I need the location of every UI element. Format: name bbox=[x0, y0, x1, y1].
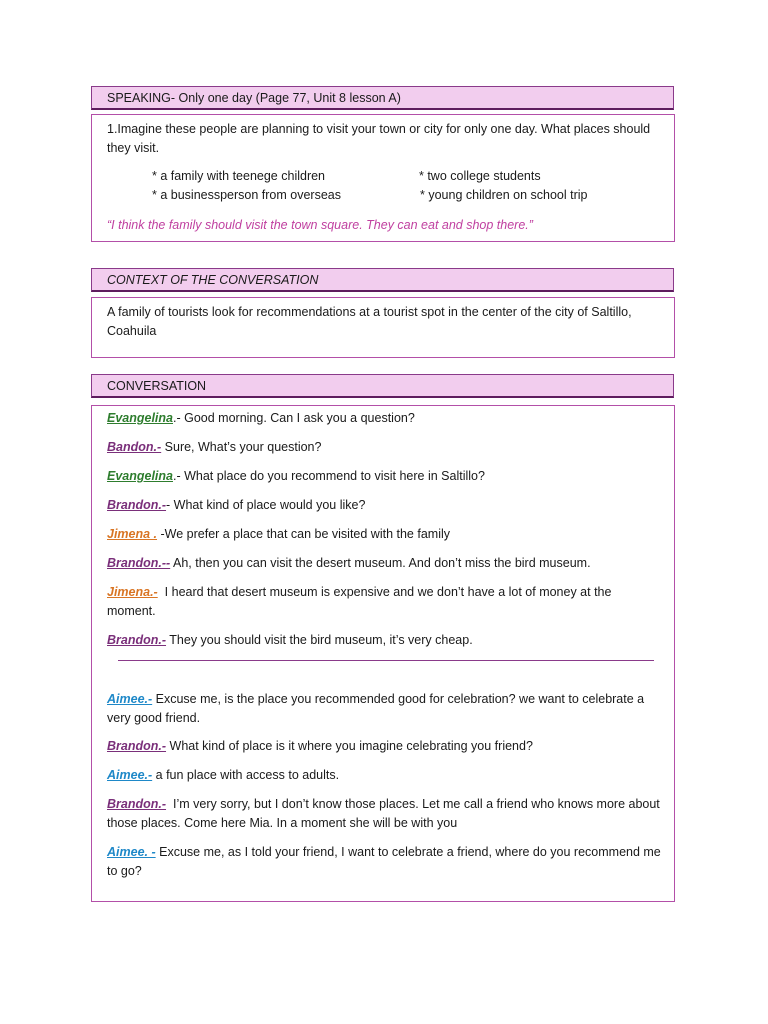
dialogue-text: What kind of place would you like? bbox=[173, 498, 366, 512]
speaker-name: Brandon.- bbox=[107, 739, 167, 753]
dialogue-text: Sure, What’s your question? bbox=[164, 440, 322, 454]
dialogue-text: Good morning. Can I ask you a question? bbox=[184, 411, 415, 425]
speaking-header: SPEAKING- Only one day (Page 77, Unit 8 lesson A) bbox=[91, 86, 674, 110]
dialogue-line bbox=[107, 583, 662, 621]
speaker-name: Jimena.- bbox=[107, 585, 158, 599]
speaker-name: Brandon.- bbox=[107, 498, 167, 512]
dialogue-line: Evangelina.- What place do you recommend to visit here in Saltillo? bbox=[107, 469, 485, 483]
list-item: * a businessperson from overseas bbox=[152, 188, 341, 202]
speaker-name: Evangelina bbox=[107, 411, 173, 425]
list-item: * young children on school trip bbox=[420, 188, 588, 202]
conversation-header: CONVERSATION bbox=[91, 374, 674, 398]
speaker-name: Evangelina bbox=[107, 469, 173, 483]
dialogue-line bbox=[107, 766, 662, 785]
speaker-name: Bandon.- bbox=[107, 440, 162, 454]
dialogue-line bbox=[107, 843, 662, 881]
dialogue-line bbox=[107, 690, 662, 728]
dialogue-line bbox=[107, 737, 662, 756]
dialogue-line bbox=[107, 554, 662, 573]
context-text: A family of tourists look for recommendations at a tourist spot in the center of the city of Saltillo, Coahuila bbox=[107, 305, 632, 338]
speaker-name: Brandon.- bbox=[107, 797, 167, 811]
dialogue-line bbox=[107, 438, 662, 457]
speaker-name: Brandon.-- bbox=[107, 556, 171, 570]
example-quote: “I think the family should visit the town square. They can eat and shop there.” bbox=[107, 218, 533, 232]
dialogue-text: They you should visit the bird museum, it’s very cheap. bbox=[169, 633, 473, 647]
dialogue-line: Jimena . -We prefer a place that can be visited with the family bbox=[107, 527, 450, 541]
dialogue-line: Evangelina.- Good morning. Can I ask you a question? bbox=[107, 411, 415, 425]
speaker-name: Jimena . bbox=[107, 527, 158, 541]
speaker-name: Aimee.- bbox=[107, 692, 153, 706]
dialogue-text: I heard that desert museum is expensive and we don’t have a lot of money at the moment. bbox=[107, 585, 612, 618]
dialogue-text: Excuse me, as I told your friend, I want to celebrate a friend, where do you recommend me to go? bbox=[107, 845, 661, 878]
dialogue-line: Brandon.-- What kind of place would you like? bbox=[107, 498, 366, 512]
dialogue-text: Ah, then you can visit the desert museum. And don’t miss the bird museum. bbox=[172, 556, 591, 570]
dialogue-text: What place do you recommend to visit here in Saltillo? bbox=[184, 469, 485, 483]
dialogue-line bbox=[107, 631, 662, 650]
context-header: CONTEXT OF THE CONVERSATION bbox=[91, 268, 674, 292]
dialogue-text: Excuse me, is the place you recommended good for celebration? we want to celebrate a very good friend. bbox=[107, 692, 645, 725]
dialogue-text: We prefer a place that can be visited with the family bbox=[164, 527, 450, 541]
speaker-name: Brandon.- bbox=[107, 633, 167, 647]
list-item: * a family with teenege children bbox=[152, 169, 326, 183]
dialogue-line bbox=[107, 795, 662, 833]
dialogue-text: What kind of place is it where you imagine celebrating you friend? bbox=[169, 739, 533, 753]
list-item: * two college students bbox=[419, 169, 541, 183]
section-divider bbox=[118, 660, 654, 661]
dialogue-text: I’m very sorry, but I don’t know those places. Let me call a friend who knows more about those places. Come here Mia. In a moment she will be with you bbox=[107, 797, 660, 830]
speaker-name: Aimee. - bbox=[107, 845, 156, 859]
speaking-prompt: 1.Imagine these people are planning to visit your town or city for only one day. What places should they visit. bbox=[107, 122, 651, 155]
dialogue-text: a fun place with access to adults. bbox=[155, 768, 340, 782]
speaker-name: Aimee.- bbox=[107, 768, 153, 782]
